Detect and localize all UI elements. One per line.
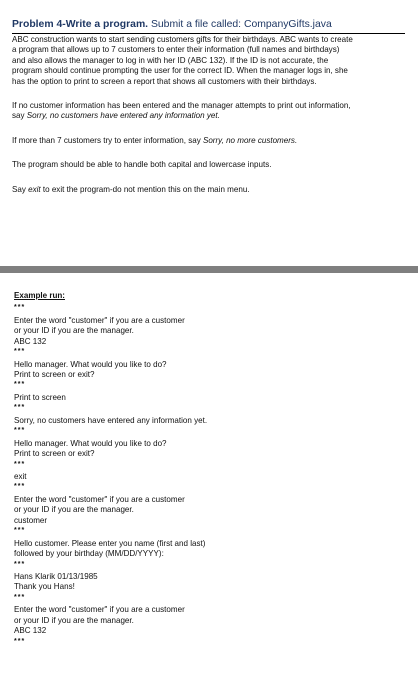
separator: *** <box>14 483 26 491</box>
example-line: or your ID if you are the manager. <box>14 326 134 336</box>
message-no-info: Sorry, no customers have entered any information yet. <box>26 111 220 121</box>
description-line: ABC construction wants to start sending customers gifts for their birthdays. ABC wants to create <box>12 35 353 44</box>
example-block <box>14 605 409 636</box>
example-line: or your ID if you are the manager. <box>14 615 134 625</box>
message-no-more: Sorry, no more customers. <box>202 136 298 145</box>
separator: *** <box>14 527 26 535</box>
separator: *** <box>14 427 26 435</box>
example-line: or your ID if you are the manager. <box>14 505 134 515</box>
example-line: Hello manager. What would you like to do? <box>14 438 167 448</box>
example-line: customer <box>14 515 48 525</box>
example-line: Enter the word "customer" if you are a customer <box>14 494 185 504</box>
example-block <box>14 439 409 460</box>
example-line: Thank you Hans! <box>14 582 75 592</box>
example-run <box>14 291 409 646</box>
exit-keyword: exit <box>28 185 41 194</box>
separator: *** <box>14 381 26 389</box>
example-label: Example run: <box>14 291 65 300</box>
separator: *** <box>14 460 26 468</box>
description-line: has the option to print to screen a report that shows all customers with their birthdays. <box>12 76 317 86</box>
separator: *** <box>14 304 26 312</box>
separator: *** <box>14 348 26 356</box>
example-line: ABC 132 <box>14 336 47 346</box>
example-block <box>14 472 409 482</box>
submission-instruction: Submit a file called: CompanyGifts.java <box>150 19 332 30</box>
separator: *** <box>14 593 26 601</box>
example-block <box>14 360 409 381</box>
example-line: Print to screen or exit? <box>14 449 95 459</box>
rule-no-info-line1: If no customer information has been entered and the manager attempts to print out information, <box>12 101 351 110</box>
example-block <box>14 393 409 403</box>
example-line: Enter the word "customer" if you are a customer <box>14 315 185 325</box>
problem-title: Problem 4-Write a program. <box>12 19 149 30</box>
example-line: Print to screen <box>14 392 66 402</box>
example-line: exit <box>14 472 27 482</box>
example-line: Hello manager. What would you like to do? <box>14 359 167 369</box>
example-block <box>14 416 409 426</box>
problem-description <box>12 33 405 87</box>
rule-case: The program should be able to handle both capital and lowercase inputs. <box>12 160 272 169</box>
example-block <box>14 316 409 347</box>
description-line: and also allows the manager to log in with her ID (ABC 132). If the ID is not accurate, the <box>12 55 329 65</box>
example-line: ABC 132 <box>14 626 47 636</box>
example-block <box>14 539 409 560</box>
example-body <box>14 304 409 646</box>
problem-heading <box>12 18 412 31</box>
example-line: Print to screen or exit? <box>14 370 95 380</box>
example-line: Sorry, no customers have entered any information yet. <box>14 415 208 425</box>
rule-no-info-line2: say Sorry, no customers have entered any information yet. <box>12 111 220 121</box>
rule-more-than-seven: If more than 7 customers try to enter information, say Sorry, no more customers. <box>12 136 298 145</box>
example-line: Enter the word "customer" if you are a customer <box>14 605 185 615</box>
example-line: Hello customer. Please enter you name (first and last) <box>14 538 206 548</box>
example-block <box>14 572 409 593</box>
example-block <box>14 495 409 526</box>
description-line: program should continue prompting the user for the correct ID. When the manager logs in, she <box>12 66 348 76</box>
rule-exit: Say exit to exit the program-do not mention this on the main menu. <box>12 185 250 194</box>
example-line: followed by your birthday (MM/DD/YYYY): <box>14 549 164 559</box>
separator: *** <box>14 637 26 645</box>
example-line: Hans Klarik 01/13/1985 <box>14 572 98 581</box>
separator: *** <box>14 560 26 568</box>
description-line: a program that allows up to 7 customers to enter their information (full names and birthdays) <box>12 45 340 55</box>
section-divider <box>0 266 418 273</box>
separator: *** <box>14 404 26 412</box>
rule-no-info <box>12 101 412 122</box>
